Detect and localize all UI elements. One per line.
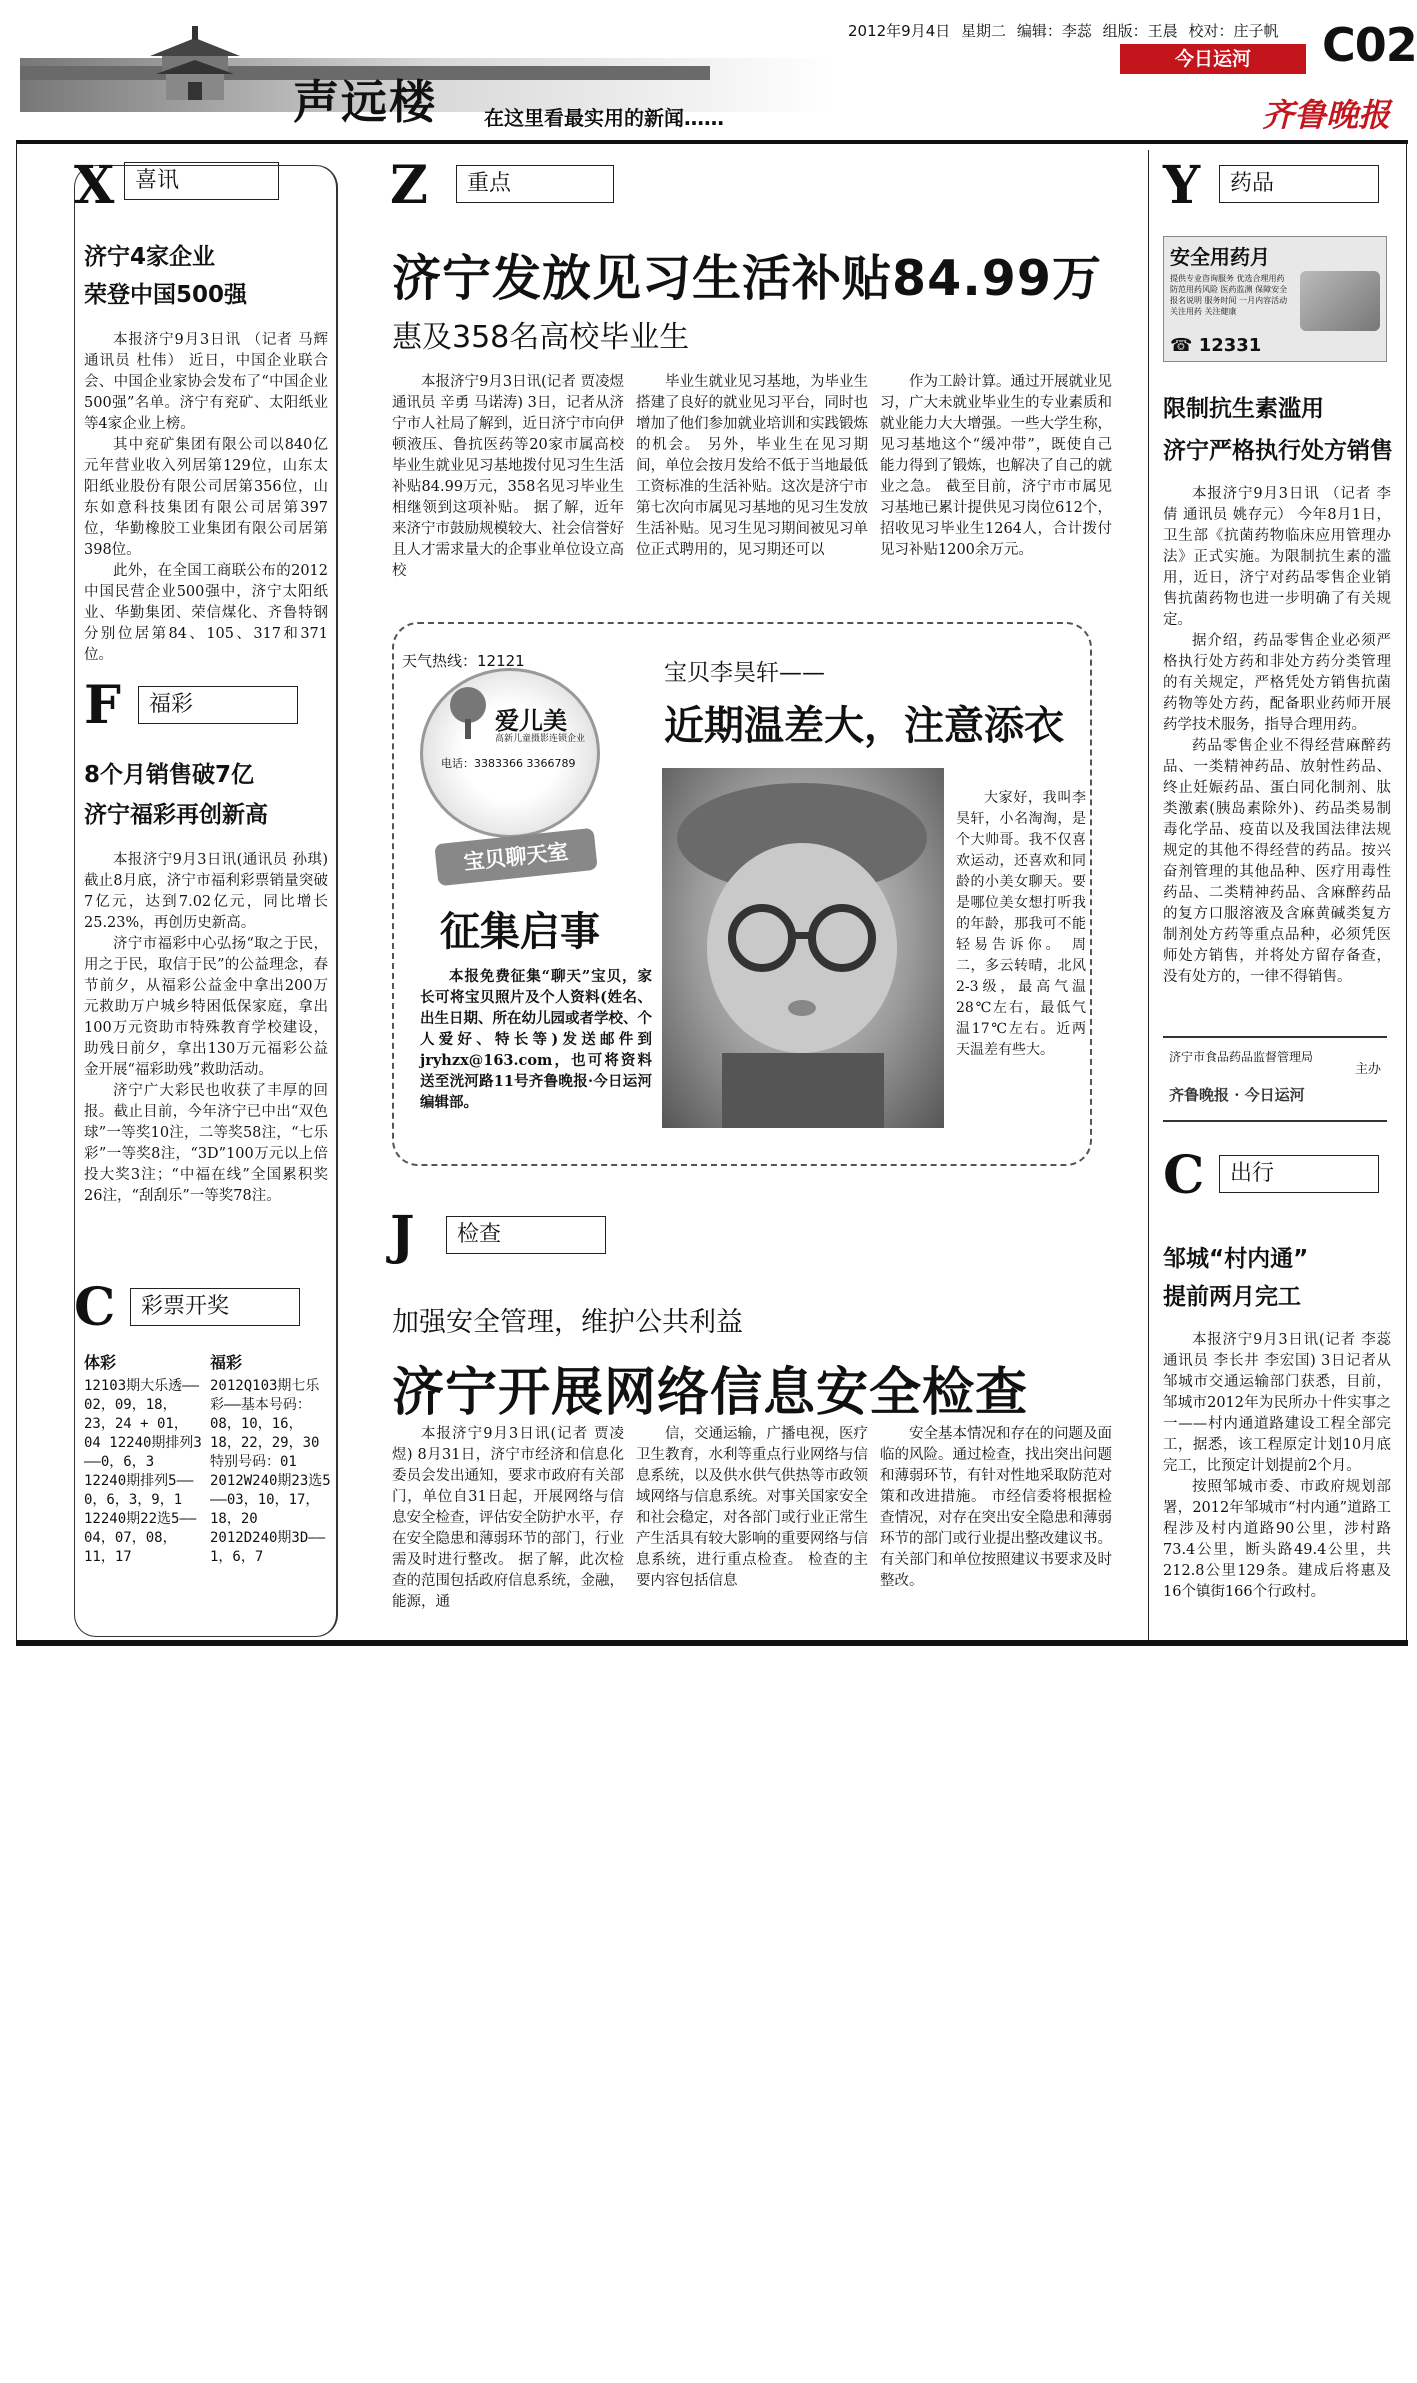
y-para-1: 本报济宁9月3日讯 （记者 李倩 通讯员 姚存元） 今年8月1日，卫生部《抗菌药物临床应用管理办法》正式实施。为限制抗生素的滥用，近日，济宁对药品零售企业销售抗菌药物也进一步明确了有关规定。 [1163,486,1391,628]
lottery-welfare [210,1350,332,1567]
section-letter-c-lottery: C [74,1277,116,1338]
right-page-rule [1406,142,1407,1642]
ad-pills-image [1300,271,1380,331]
left-page-rule [16,142,17,1642]
lottery-sports [84,1350,204,1567]
sponsor-agency: 济宁市食品药品监督管理局 [1169,1050,1314,1064]
lead-subheadline: 惠及358名高校毕业生 [392,320,690,355]
ad-phone [1170,335,1261,356]
lead-col-1 [392,372,624,582]
recruit-title: 征集启事 [440,909,600,955]
j-col-3 [880,1424,1112,1592]
section-letter-c-travel: C [1163,1145,1205,1206]
section-letter-f: F [84,675,121,736]
ad-phone-number: 12331 [1198,335,1262,356]
baby-photo [662,768,944,1128]
aierme-logo [420,668,600,838]
c-para-2: 按照邹城市委、市政府规划部署，2012年邹城市“村内通”道路工程涉及村内道路90公里，涉村路73.4公里，断头路49.4公里，共212.8公里129条。建成后将惠及16个镇街166个行政村。 [1163,1479,1391,1600]
layout-credit: 组版：王晨 [1102,22,1178,40]
f-headline-1: 8个月销售破7亿 [84,762,255,788]
recruit-text: 本报免费征集“聊天”宝贝，家长可将宝贝照片及个人资料(姓名、出生日期、所在幼儿园或者学校、个人爱好、特长等)发送邮件到jryhzx@163.com，也可将资料送至洸河路11号齐鲁晚报·今日运河编辑部。 [420,968,652,1111]
lottery-sports-title: 体彩 [84,1353,117,1372]
section-tagline: 在这里看最实用的新闻…… [484,106,724,130]
baby-headline: 近期温差大，注意添衣 [664,703,1064,749]
lottery-sports-results: 12103期大乐透——02，09，18，23，24 + 01，04 12240期排列3——0，6，3 12240期排列5——0，6，3，9，1 12240期22选5——04，07，08，11，17 [84,1378,202,1565]
proof-credit: 校对：庄子帆 [1188,22,1279,40]
c-para-1: 本报济宁9月3日讯(记者 李蕊 通讯员 李长井 李宏国) 3日记者从邹城市交通运输部门获悉，目前，邹城市2012年为民所办十件实事之一——村内通道路建设工程全部完工，据悉，该工程原定计划10月底完工，比预定计划提前2个月。 [1163,1332,1391,1474]
lead-text-2: 毕业生就业见习基地，为毕业生搭建了良好的就业见习平台，同时也增加了他们参加就业培训和实践锻炼的机会。 另外，毕业生在见习期间，单位会按月发给不低于当地最低工资标准的生活补贴。这次是济宁市第七次向市属见习基地的见习生发放生活补贴。见习生见习期间被见习单位正式聘用的，见习期还可以 [636,374,868,558]
j-headline: 济宁开展网络信息安全检查 [392,1363,1029,1423]
c-article [1163,1330,1391,1603]
section-letter-z: Z [390,155,428,216]
f-article [84,850,328,1207]
lead-col-2 [636,372,868,561]
section-letter-y: Y [1163,155,1201,216]
lead-text-3: 作为工龄计算。通过开展就业见习，广大未就业毕业生的专业素质和就业能力大大增强。一些大学生称，见习基地这个“缓冲带”，既使自己能力得到了锻炼，也解决了自己的就业之急。 截至目前，济宁市市属见习基地已累计提供见习岗位612个，招收见习毕业生1264人，合计拨付见习补贴1200余万元。 [880,374,1112,558]
baby-name: 宝贝李昊轩—— [664,660,825,686]
baby-story [956,788,1086,1061]
x-headline-1: 济宁4家企业 [84,244,216,270]
c-headline-2: 提前两月完工 [1163,1284,1301,1310]
editor-credit: 编辑：李蕊 [1016,22,1092,40]
y-headline-1: 限制抗生素滥用 [1163,396,1324,422]
issue-weekday: 星期二 [961,22,1007,40]
phone-icon: ☎ [1170,335,1193,356]
y-article [1163,484,1391,988]
lottery-welfare-title: 福彩 [210,1353,243,1372]
logo-phone: 电话：3383366 3366789 [441,757,576,770]
x-article [84,330,328,666]
logo-sub: 高新儿童摄影连锁企业 [495,734,586,744]
x-para-3: 此外，在全国工商联公布的2012中国民营企业500强中，济宁太阳纸业、华勤集团、荣信煤化、齐鲁特钢分别位居第84、105、317和371位。 [84,563,328,663]
x-para-1: 本报济宁9月3日讯 （记者 马辉 通讯员 杜伟） 近日，中国企业联合会、中国企业家协会发布了“中国企业500强”名单。济宁有兖矿、太阳纸业等4家企业上榜。 [84,332,328,432]
right-column-rule [1148,150,1149,1640]
chat-room-ribbon: 宝贝聊天室 [434,828,598,886]
lead-headline: 济宁发放见习生活补贴84.99万 [392,250,1102,307]
lead-col-3 [880,372,1112,561]
sponsor-box [1163,1036,1387,1122]
x-para-2: 其中兖矿集团有限公司以840亿元年营业收入列居第129位，山东太阳纸业股份有限公司居第356位，山东如意科技集团有限公司居第397位，华勤橡胶工业集团有限公司居第398位。 [84,437,328,558]
ad-text: 提供专业咨询服务 优选合理用药 防范用药风险 医药监测 保障安全 报名说明 服务时间 一月内容活动 关注用药 关注健康 [1170,274,1288,316]
y-headline-2: 济宁严格执行处方销售 [1163,438,1393,464]
tag-xixun: 喜讯 [124,162,279,200]
bottom-rule [16,1640,1408,1646]
lottery-welfare-results: 2012Q103期七乐彩——基本号码：08，10，16，18，22，29，30特别号码：01 2012W240期23选5——03，10，17，18，20 2012D240期3D——1，6，7 [210,1378,331,1565]
lead-text-1: 本报济宁9月3日讯(记者 贾凌煜 通讯员 辛勇 马诺涛) 3日，记者从济宁市人社局了解到，近日济宁市向伊顿液压、鲁抗医药等20家市属高校毕业生就业见习基地拨付见习生生活补贴84.99万元，358名见习毕业生相继领到这项补贴。 据了解，近年来济宁市鼓励规模较大、社会信誉好且人才需求量大的企事业单位设立高校 [392,374,624,579]
tag-lottery: 彩票开奖 [130,1288,300,1326]
j-subheadline: 加强安全管理，维护公共利益 [392,1307,743,1338]
top-rule [16,140,1408,144]
x-headline-2: 荣登中国500强 [84,282,248,308]
section-letter-x: X [74,155,115,216]
f-headline-2: 济宁福彩再创新高 [84,802,268,828]
weather-hotline: 天气热线：12121 [402,652,525,670]
tag-yaopin: 药品 [1219,165,1379,203]
edition-label: 今日运河 [1120,44,1306,74]
recruit-notice [420,966,652,1113]
tower-illustration [140,16,250,106]
j-text-2: 信，交通运输，广播电视，医疗卫生教育，水利等重点行业网络与信息系统，以及供水供气供热等市政领域网络与信息系统。对事关国家安全和社会稳定，对各部门或行业正常生产生活具有较大影响的重要网络与信息系统，进行重点检查。 检查的主要内容包括信息 [636,1426,868,1589]
f-para-3: 济宁广大彩民也收获了丰厚的回报。截止目前，今年济宁已中出“双色球”一等奖10注，二等奖58注，“七乐彩”一等奖8注，“3D”100万元以上倍投大奖3注；“中福在线”全国累积奖26注，“刮刮乐”一等奖78注。 [84,1083,328,1204]
drug-safety-ad [1163,236,1387,362]
section-letter-j: J [390,1205,415,1266]
tag-fucai: 福彩 [138,686,298,724]
f-para-1: 本报济宁9月3日讯(通讯员 孙琪) 截止8月底，济宁市福利彩票销量突破7亿元，达到7.02亿元，同比增长25.23%，再创历史新高。 [84,852,328,931]
baby-story-text: 大家好，我叫李昊轩，小名淘淘，是个大帅哥。我不仅喜欢运动，还喜欢和同龄的小美女聊天。要是哪位美女想打听我的年龄，那我可不能轻易告诉你。 周二，多云转晴，北风2-3级，最高气温28℃左右，最低气温17℃左右。近两天温差有些大。 [956,790,1086,1058]
page-info-line [848,20,1278,41]
ad-title: 安全用药月 [1170,245,1270,269]
sponsor-paper: 齐鲁晚报 · 今日运河 [1169,1086,1305,1104]
y-para-3: 药品零售企业不得经营麻醉药品、一类精神药品、放射性药品、终止妊娠药品、蛋白同化制剂、肽类激素(胰岛素除外)、药品类易制毒化学品、疫苗以及我国法律法规规定的其他不得经营的药品。按兴奋剂管理的其他品种、医疗用毒性药品、二类精神药品、含麻醉药品的复方口服溶液及含麻黄碱类复方制剂处方药等重点品种，必须凭医师处方销售，并将处方留存备查，没有处方的，一律不得销售。 [1163,738,1391,985]
j-col-1 [392,1424,624,1613]
section-title: 声远楼 [293,75,437,129]
f-para-2: 济宁市福彩中心弘扬“取之于民，用之于民，取信于民”的公益理念，春节前夕，从福彩公益金中拿出200万元救助万户城乡特困低保家庭，拿出100万元资助市特殊教育学校建设，助残日前夕，拿出130万元福彩公益金开展“福彩助残”救助活动。 [84,936,328,1078]
y-para-2: 据介绍，药品零售企业必须严格执行处方药和非处方药分类管理的有关规定，严格凭处方销售抗菌药物等处方药，配备职业药师开展药学技术服务，指导合理用药。 [1163,633,1391,733]
page-number: C02 [1322,18,1417,72]
j-text-3: 安全基本情况和存在的问题及面临的风险。通过检查，找出突出问题和薄弱环节，有针对性地采取防范对策和改进措施。 市经信委将根据检查情况，对存在突出安全隐患和薄弱环节的部门或行业提出整改建议书。有关部门和单位按照建议书要求及时整改。 [880,1426,1112,1589]
sponsor-role: 主办 [1354,1062,1381,1077]
logo-name: 爱儿美 [495,707,567,735]
issue-date: 2012年9月4日 [848,22,951,40]
c-headline-1: 邹城“村内通” [1163,1246,1309,1272]
j-text-1: 本报济宁9月3日讯(记者 贾凌煜) 8月31日，济宁市经济和信息化委员会发出通知，要求市政府有关部门，单位自31日起，开展网络与信息安全检查，评估安全防护水平，存在安全隐患和薄弱环节的部门，行业需及时进行整改。 据了解，此次检查的范围包括政府信息系统，金融，能源，通 [392,1426,624,1610]
tag-jiancha: 检查 [446,1216,606,1254]
tag-chuxing: 出行 [1219,1155,1379,1193]
tag-zhongdian: 重点 [456,165,614,203]
j-col-2 [636,1424,868,1592]
newspaper-logo: 齐鲁晚报 [1262,96,1391,134]
tree-icon [443,685,493,741]
